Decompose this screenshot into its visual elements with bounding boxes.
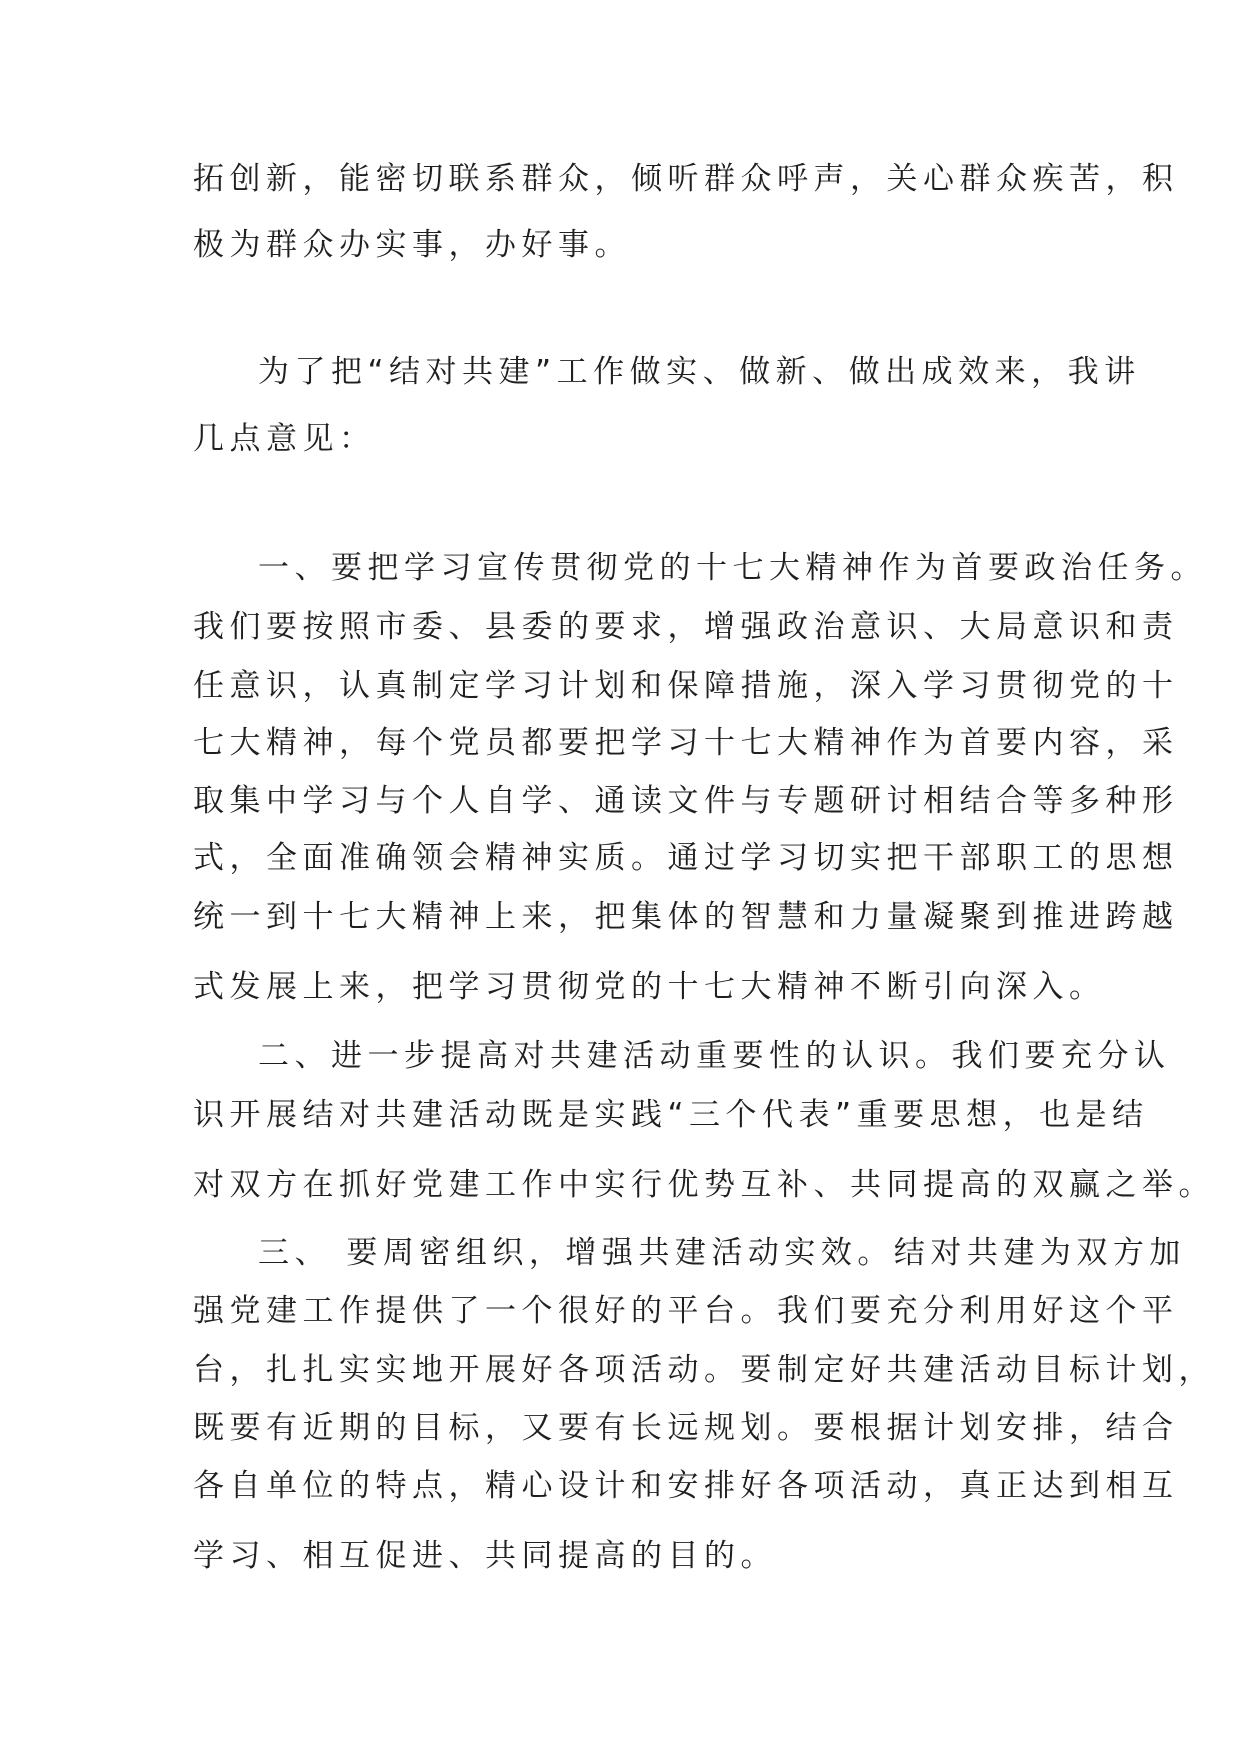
- paragraph-first-line: 为了把“结对共建”工作做实、做新、做出成效来，我讲: [258, 354, 1141, 390]
- text-line: 各自单位的特点，精心设计和安排好各项活动，真正达到相互: [193, 1468, 1179, 1504]
- text-line: 七大精神，每个党员都要把学习十七大精神作为首要内容，采: [193, 725, 1179, 761]
- text-line: 学习、相互促进、共同提高的目的。: [193, 1538, 777, 1574]
- text-line: 几点意见：: [193, 421, 376, 457]
- text-line: 识开展结对共建活动既是实践“三个代表”重要思想，也是结: [193, 1097, 1149, 1133]
- text-line: 对双方在抓好党建工作中实行优势互补、共同提高的双赢之举。: [193, 1167, 1215, 1203]
- text-line: 统一到十七大精神上来，把集体的智慧和力量凝聚到推进跨越: [193, 899, 1179, 935]
- text-line: 强党建工作提供了一个很好的平台。我们要充分利用好这个平: [193, 1293, 1179, 1329]
- text-line: 极为群众办实事，办好事。: [193, 227, 631, 263]
- section-heading-3: 三、 要周密组织，增强共建活动实效。结对共建为双方加: [258, 1235, 1186, 1271]
- section-heading-2: 二、进一步提高对共建活动重要性的认识。我们要充分认: [258, 1038, 1171, 1074]
- text-line: 取集中学习与个人自学、通读文件与专题研讨相结合等多种形: [193, 783, 1179, 819]
- text-line: 任意识，认真制定学习计划和保障措施，深入学习贯彻党的十: [193, 668, 1179, 704]
- text-line: 式，全面准确领会精神实质。通过学习切实把干部职工的思想: [193, 840, 1179, 876]
- text-line: 我们要按照市委、县委的要求，增强政治意识、大局意识和责: [193, 609, 1179, 645]
- text-line: 既要有近期的目标，又要有长远规划。要根据计划安排，结合: [193, 1410, 1179, 1446]
- text-line: 台，扎扎实实地开展好各项活动。要制定好共建活动目标计划，: [193, 1352, 1215, 1388]
- section-heading-1: 一、要把学习宣传贯彻党的十七大精神作为首要政治任务。: [258, 550, 1207, 586]
- text-line: 拓创新，能密切联系群众，倾听群众呼声，关心群众疾苦，积: [193, 161, 1179, 197]
- text-line: 式发展上来，把学习贯彻党的十七大精神不断引向深入。: [193, 969, 1106, 1005]
